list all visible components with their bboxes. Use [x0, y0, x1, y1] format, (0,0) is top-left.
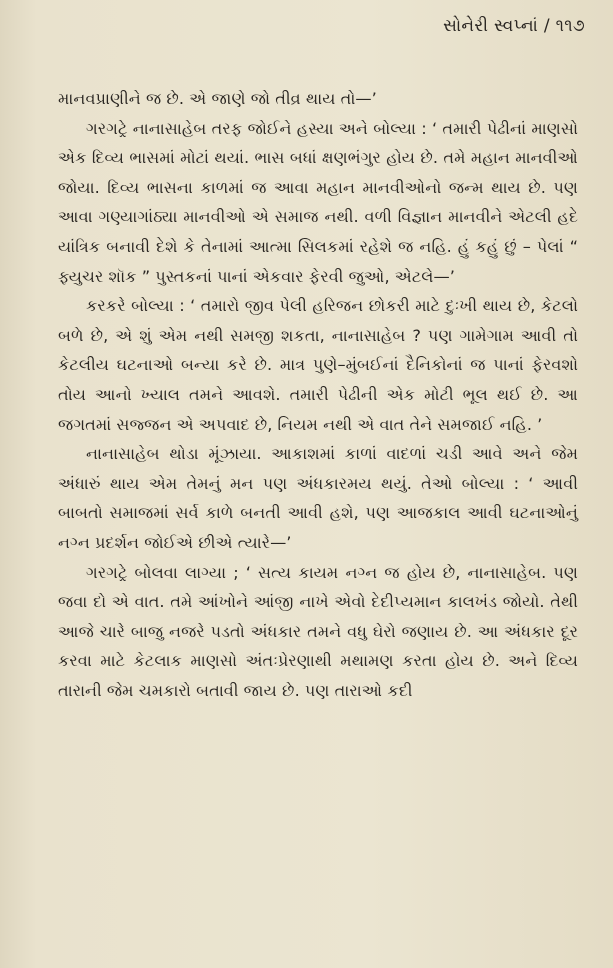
paragraph-continuation: માનવપ્રાણીને જ છે. એ જાણે જો તીવ્ર થાય તો—’	[58, 89, 377, 108]
paragraph: ગરગટ્રે બોલવા લાગ્યા ; ‘ સત્ય કાયમ નગ્ન જ હોય છે, નાનાસાહેબ. પણ જવા દો એ વાત. તમે આંખોને આંજી નાખે એવો દેદીપ્યમાન કાલખંડ જોયો. તેથી આજે ચારે બાજુ નજરે પડતો અંધકાર તમને વધુ ઘેરો જણાય છે. આ અંધકાર દૂર કરવા માટે કેટલાક માણસો અંતઃપ્રેરણાથી મથામણ કરતા હોય છે. અને દિવ્ય તારાની જેમ ચમકારો બતાવી જાય છે. પણ તારાઓ કદી	[58, 562, 578, 700]
book-title: સોનેરી સ્વપ્નાં	[443, 16, 539, 36]
body-text	[58, 84, 578, 705]
paragraph: ગરગટ્રે નાનાસાહેબ તરફ જોઈને હસ્યા અને બોલ્યા : ‘ તમારી પેઢીનાં માણસો એક દિવ્ય ભાસમાં મોટાં થયાં. ભાસ બધાં ક્ષણભંગુર હોય છે. તમે મહાન માનવીઓ જોયા. દિવ્ય ભાસના કાળમાં જ આવા મહાન માનવીઓનો જન્મ થાય છે. પણ આવા ગણ્યાગાંઠ્યા માનવીઓ એ સમાજ નથી. વળી વિજ્ઞાન માનવીને એટલી હદે યાંત્રિક બનાવી દેશે કે તેનામાં આત્મા સિલકમાં રહેશે જ નહિ. હું કહું છું – પેલાં “ ફ્યુચર શૉક ” પુસ્તકનાં પાનાં એકવાર ફેરવી જુઓ, એટલે—’	[58, 118, 578, 286]
paragraph: કરકરે બોલ્યા : ‘ તમારો જીવ પેલી હરિજન છોકરી માટે દુઃખી થાય છે, કેટલો બળે છે, એ શું એમ નથી સમજી શકતા, નાનાસાહેબ ? પણ ગામેગામ આવી તો કેટલીય ઘટનાઓ બન્યા કરે છે. માત્ર પુણે–મુંબઈનાં દૈનિકોનાં જ પાનાં ફેરવશો તોય આનો ખ્યાલ તમને આવશે. તમારી પેઢીની એક મોટી ભૂલ થઈ છે. આ જગતમાં સજ્જન એ અપવાદ છે, નિયમ નથી એ વાત તેને સમજાઈ નહિ. ’	[58, 296, 578, 434]
separator: /	[543, 16, 550, 36]
page-number: ૧૧૭	[555, 16, 585, 36]
paragraph: નાનાસાહેબ થોડા મૂંઝાયા. આકાશમાં કાળાં વાદળાં ચડી આવે અને જેમ અંધારું થાય એમ તેમનું મન પણ અંધકારમય થયું. તેઓ બોલ્યા : ‘ આવી બાબતો સમાજમાં સર્વ કાળે બનતી આવી હશે, પણ આજકાલ આવી ઘટનાઓનું નગ્ન પ્રદર્શન જોઈએ છીએ ત્યારે—’	[58, 444, 578, 552]
running-head	[443, 16, 585, 36]
